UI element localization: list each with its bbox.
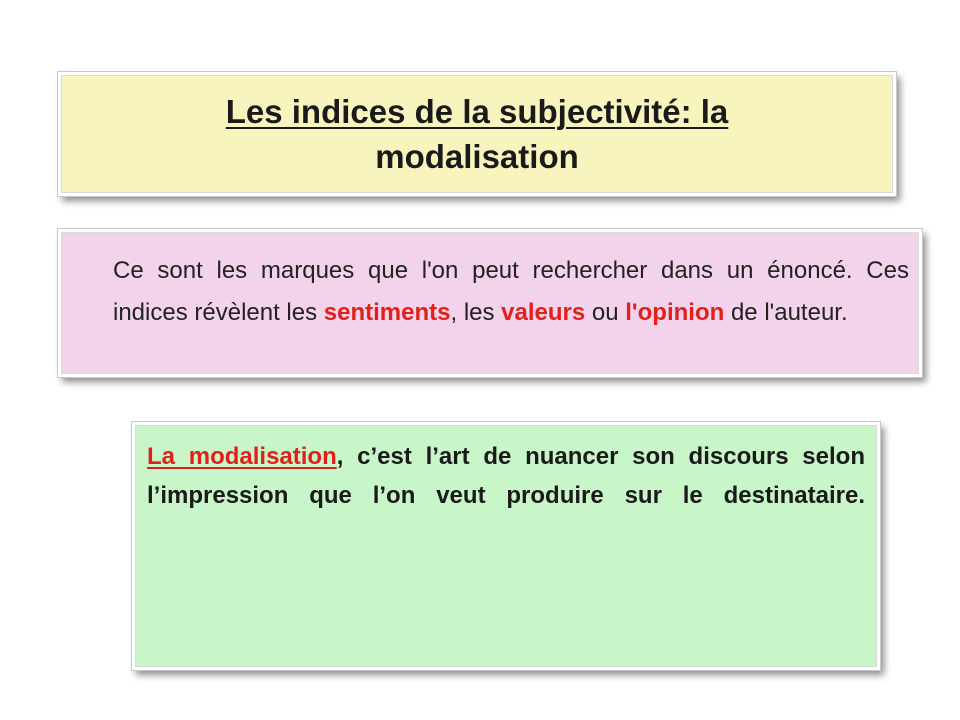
definition-text-mid1: , les	[450, 299, 502, 326]
modalisation-term: La modalisation	[147, 443, 337, 470]
title-box	[58, 72, 896, 196]
slide-title-line2: modalisation	[375, 138, 579, 175]
highlight-valeurs: valeurs	[501, 299, 586, 326]
modalisation-definition: , c’est l’art de nuancer son discours selon l’impression que l’on veut produire sur le destinataire.	[147, 443, 865, 509]
definition-text	[113, 250, 909, 334]
definition-box	[58, 229, 922, 377]
highlight-sentiments: sentiments	[323, 299, 451, 326]
modalisation-text	[147, 437, 865, 515]
modalisation-box	[132, 422, 880, 670]
highlight-opinion: l'opinion	[625, 299, 725, 326]
slide-title-line1: Les indices de la subjectivité: la	[225, 93, 729, 130]
definition-text-end: de l'auteur.	[724, 299, 848, 326]
definition-text-start: Ce sont les marques que l'on peut rechercher dans un énoncé. Ces indices révèlent les	[113, 257, 909, 326]
slide-title	[226, 89, 729, 179]
definition-text-mid2: ou	[585, 299, 626, 326]
